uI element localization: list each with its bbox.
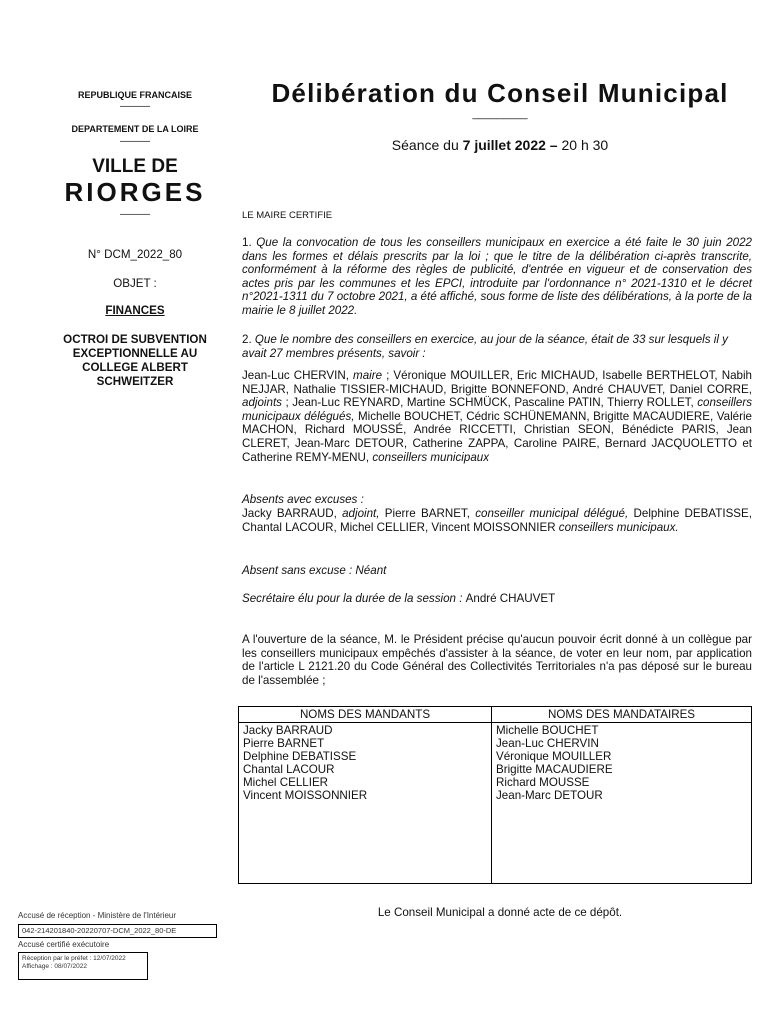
seance-date: 7 juillet 2022 –: [462, 137, 558, 153]
paragraph-1: [242, 236, 752, 318]
ouverture-paragraph: A l'ouverture de la séance, M. le Président précise qu'aucun pouvoir écrit donné à un collègue par les conseillers municipaux empêchés d'assister à la séance, de voter en leur nom, par application de l'article L 2121.20 du Code Général des Collectivités Territoriales n'a pas déposé sur le bureau de l'assemblée ;: [242, 633, 752, 687]
header-mandants: NOMS DES MANDANTS: [239, 707, 492, 723]
mandataires-cell: [492, 723, 752, 884]
maire-certifie: LE MAIRE CERTIFIE: [242, 210, 333, 221]
list-item: Vincent MOISSONNIER: [243, 789, 368, 802]
accuse-reception: Accusé de réception - Ministère de l'Intérieur: [18, 911, 177, 920]
certifie-executoire: Accusé certifié exécutoire: [18, 940, 110, 949]
paragraph-2: [242, 333, 752, 360]
seance-prefix: Séance du: [391, 137, 463, 153]
absents-title: [242, 493, 752, 507]
list-item: Richard MOUSSE: [496, 776, 590, 789]
mandants-cell: [239, 723, 492, 884]
page-title: Délibération du Conseil Municipal: [271, 78, 729, 108]
commune-name: RIORGES: [64, 177, 206, 207]
objet-title: OCTROI DE SUBVENTION EXCEPTIONNELLE AU COLLEGE ALBERT SCHWEITZER: [63, 333, 207, 388]
deliberation-number: N° DCM_2022_80: [87, 248, 183, 261]
dates-box: [18, 952, 148, 980]
list-item: Michelle BOUCHET: [496, 724, 599, 737]
presents-role: conseillers municipaux délégués,: [242, 396, 752, 423]
presents-text: ; Jean-Luc REYNARD, Martine SCHMÜCK, Pascaline PATIN, Thierry ROLLET,: [281, 396, 698, 410]
p2-number: 2.: [242, 333, 255, 346]
p1-text: Que la convocation de tous les conseillers municipaux en exercice a été faite le 30 juin 2022 dans les formes et délais prescrits par la loi ; que le titre de la délibération ci-après transcrite, conformément à la réforme des règles de publicité, d'entrée en vigueur et de conservation des actes pris par les communes et les EPCI, introduite par l'ordonnance n° 2021-1310 et le décret n°2021-1311 du 7 octobre 2021, a été affiché, sous forme de liste des délibérations, à la porte de la mairie le 8 juillet 2022.: [242, 236, 753, 317]
presents-role: adjoints: [242, 396, 282, 410]
list-item: Véronique MOUILLER: [496, 750, 612, 763]
absent-sans-excuse: [242, 564, 752, 578]
absents-role: conseillers municipaux.: [558, 520, 679, 534]
absents-role: conseiller municipal délégué,: [475, 507, 629, 520]
separator: ———: [120, 136, 150, 147]
presents-text: Jean-Luc CHERVIN,: [242, 369, 354, 382]
list-item: Jacky BARRAUD: [243, 724, 333, 737]
departement-label: DEPARTEMENT DE LA LOIRE: [71, 124, 199, 134]
absents-list: [242, 507, 752, 534]
ville-label: VILLE DE: [92, 156, 178, 177]
reception-date: Réception par le préfet : 12/07/2022: [22, 955, 126, 962]
republique-label: REPUBLIQUE FRANCAISE: [77, 90, 192, 100]
separator: ———: [120, 101, 150, 112]
theme-label: FINANCES: [105, 304, 165, 317]
header-mandataires: NOMS DES MANDATAIRES: [492, 707, 752, 723]
reference-box: 042-214201840-20220707-DCM_2022_80-DE: [18, 924, 217, 938]
absents-text: Delphine DEBATISSE, Chantal LACOUR, Michel CELLIER, Vincent MOISSONNIER: [242, 507, 752, 534]
seance-line: [240, 137, 760, 153]
title-rule: _________: [472, 108, 528, 120]
list-item: Delphine DEBATISSE: [243, 750, 357, 763]
objet-label: OBJET :: [113, 277, 157, 290]
presents-role: maire: [353, 369, 383, 382]
affichage-date: Affichage : 08/07/2022: [22, 963, 87, 970]
list-item: Pierre BARNET: [243, 737, 325, 750]
absents-text: Jacky BARRAUD,: [242, 507, 343, 520]
separator: ———: [120, 209, 150, 220]
list-item: Chantal LACOUR: [243, 763, 335, 776]
absents-text: Pierre BARNET,: [379, 507, 476, 520]
list-item: Jean-Luc CHERVIN: [496, 737, 599, 750]
mandats-table-wrap: [238, 706, 752, 884]
list-item: Michel CELLIER: [243, 776, 329, 789]
secretaire-name: André CHAUVET: [465, 592, 556, 605]
secretaire-label: Secrétaire élu pour la durée de la session :: [242, 592, 466, 605]
presents-role: conseillers municipaux: [372, 450, 490, 464]
seance-time: 20 h 30: [557, 137, 609, 153]
absents-title-text: Absents avec excuses :: [242, 493, 364, 506]
presents-list: [242, 369, 752, 464]
list-item: Jean-Marc DETOUR: [496, 789, 603, 802]
acte-statement: Le Conseil Municipal a donné acte de ce dépôt.: [377, 906, 623, 919]
absents-role: adjoint,: [342, 507, 380, 520]
absent-sans-text: Absent sans excuse : Néant: [242, 564, 387, 577]
p2-text: Que le nombre des conseillers en exercice, au jour de la séance, était de 33 sur lesquels il y avait 27 membres présents, savoir :: [242, 333, 728, 360]
list-item: Brigitte MACAUDIERE: [496, 763, 613, 776]
presents-text: ; Véronique MOUILLER, Eric MICHAUD, Isabelle BERTHELOT, Nabih NEJJAR, Nathalie TISSIER-MICHAUD, Brigitte BONNEFOND, André CHAUVET, Daniel CORRE,: [242, 369, 753, 396]
p1-number: 1.: [242, 236, 257, 249]
presents-text: Michelle BOUCHET, Cédric SCHÜNEMANN, Brigitte MACAUDIERE, Valérie MACHON, Richard MOUSSÉ, Andrée RICCETTI, Christian SEON, Bénédicte PARIS, Jean CLERET, Jean-Marc DETOUR, Catherine ZAPPA, Caroline PAIRE, Bernard JACQUOLETTO et Catherine REMY-MENU,: [242, 409, 752, 464]
mandats-table: [238, 706, 752, 884]
secretaire-line: [242, 592, 752, 606]
